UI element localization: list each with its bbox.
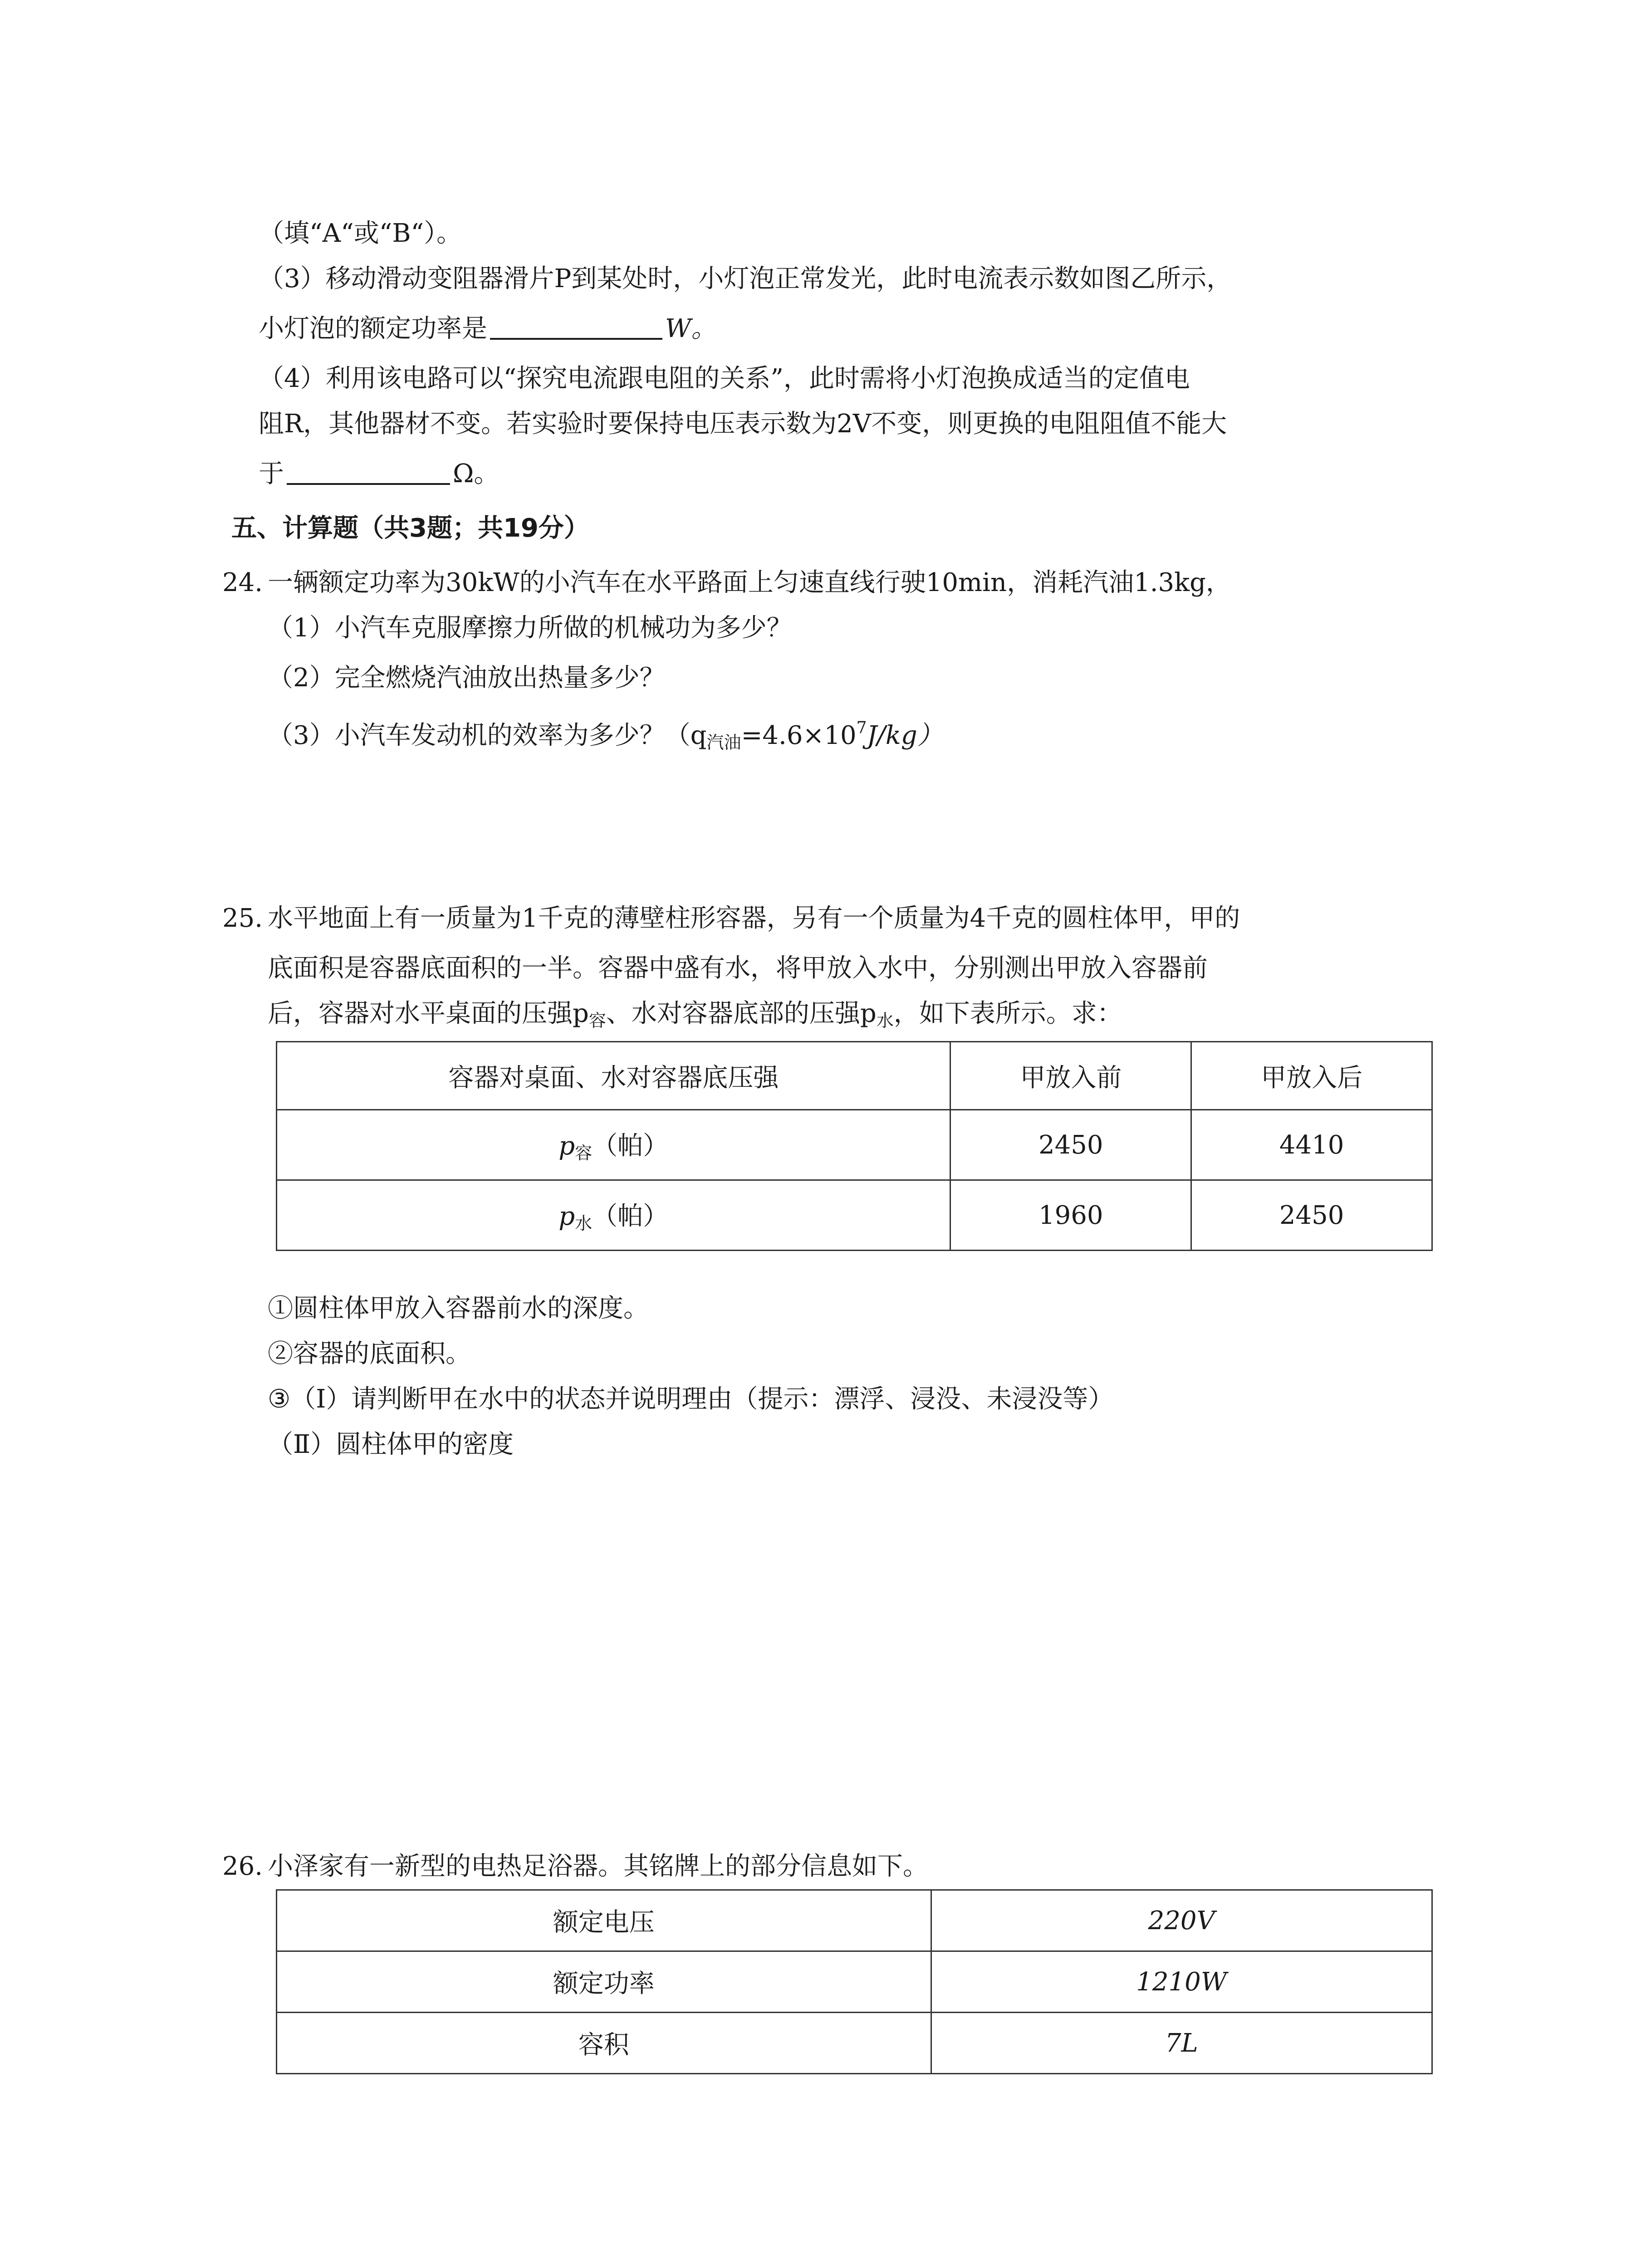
table-row xyxy=(277,1890,1432,1951)
q23-line-6: 于 Ω。 xyxy=(0,456,1641,492)
table-header-cell: 甲放入后 xyxy=(1191,1042,1432,1110)
table-cell: 1210W xyxy=(931,1951,1432,2013)
q25-ask-4: （Ⅱ）圆柱体甲的密度 xyxy=(268,1430,514,1459)
q24-part-2: （2）完全燃烧汽油放出热量多少？ xyxy=(268,663,665,693)
table-cell: 1960 xyxy=(950,1180,1191,1251)
nameplate-table xyxy=(276,1889,1433,2074)
table-row-label: 额定电压 xyxy=(277,1890,931,1951)
answer-blank-resistance[interactable] xyxy=(287,456,450,485)
table-cell: 7L xyxy=(931,2013,1432,2074)
pressure-table xyxy=(276,1041,1433,1251)
table-row-label: 容积 xyxy=(277,2013,931,2074)
q25-stem-2: 底面积是容器底面积的一半。容器中盛有水，将甲放入水中，分别测出甲放入容器前 xyxy=(268,953,1208,983)
question-number: 24. xyxy=(222,568,263,597)
answer-blank-power[interactable] xyxy=(490,311,662,340)
question-number: 25. xyxy=(222,904,263,933)
q25-stem-3: 后，容器对水平桌面的压强$p_容$、水对容器底部的压强$p_水$，如下表所示。求： xyxy=(268,999,1122,1031)
q24-part-3: （3）小汽车发动机的效率为多少？$(q_{汽油}=4.6\times 10^7J/kg)$ xyxy=(268,719,943,753)
q25-stem-1: 25. 水平地面上有一质量为1千克的薄壁柱形容器，另有一个质量为4千克的圆柱体甲，甲的 xyxy=(0,900,1641,937)
q25-ask-1: ①圆柱体甲放入容器前水的深度。 xyxy=(268,1294,649,1323)
q25-ask-3: ③（Ⅰ）请判断甲在水中的状态并说明理由（提示：漂浮、浸没、未浸没等） xyxy=(268,1384,1114,1414)
table-row xyxy=(277,1110,1432,1180)
q23-line-4: （4）利用该电路可以“探究电流跟电阻的关系”，此时需将小灯泡换成适当的定值电 xyxy=(259,364,1190,393)
q23-line-2: （3）移动滑动变阻器滑片P到某处时，小灯泡正常发光，此时电流表示数如图乙所示， xyxy=(259,264,1232,293)
table-header-cell: 甲放入前 xyxy=(950,1042,1191,1110)
table-row xyxy=(277,2013,1432,2074)
table-row-label: 额定功率 xyxy=(277,1951,931,2013)
q25-ask-2: ②容器的底面积。 xyxy=(268,1339,471,1369)
q23-line-3: 小灯泡的额定功率是 W。 xyxy=(0,311,1641,347)
table-cell: 4410 xyxy=(1191,1110,1432,1180)
table-row-label: $p_容$（帕） xyxy=(277,1110,950,1180)
table-header-cell: 容器对桌面、水对容器底压强 xyxy=(277,1042,950,1110)
section-heading: 五、计算题（共3题；共19分） xyxy=(231,513,589,543)
table-row xyxy=(277,1951,1432,2013)
q24-part-1: （1）小汽车克服摩擦力所做的机械功为多少？ xyxy=(268,613,792,643)
table-row xyxy=(277,1180,1432,1251)
q24-stem: 24. 一辆额定功率为30kW的小汽车在水平路面上匀速直线行驶10min，消耗汽油1.3kg， xyxy=(0,565,1641,601)
table-cell: 2450 xyxy=(1191,1180,1432,1251)
table-row-label: $p_水$（帕） xyxy=(277,1180,950,1251)
q26-stem: 26. 小泽家有一新型的电热足浴器。其铭牌上的部分信息如下。 xyxy=(0,1848,1641,1885)
q23-line-1: （填“A“或“B“）。 xyxy=(259,219,462,248)
table-cell: 220V xyxy=(931,1890,1432,1951)
question-number: 26. xyxy=(222,1852,263,1881)
q23-line-5: 阻R，其他器材不变。若实验时要保持电压表示数为2V不变，则更换的电阻阻值不能大 xyxy=(259,409,1227,439)
table-cell: 2450 xyxy=(950,1110,1191,1180)
